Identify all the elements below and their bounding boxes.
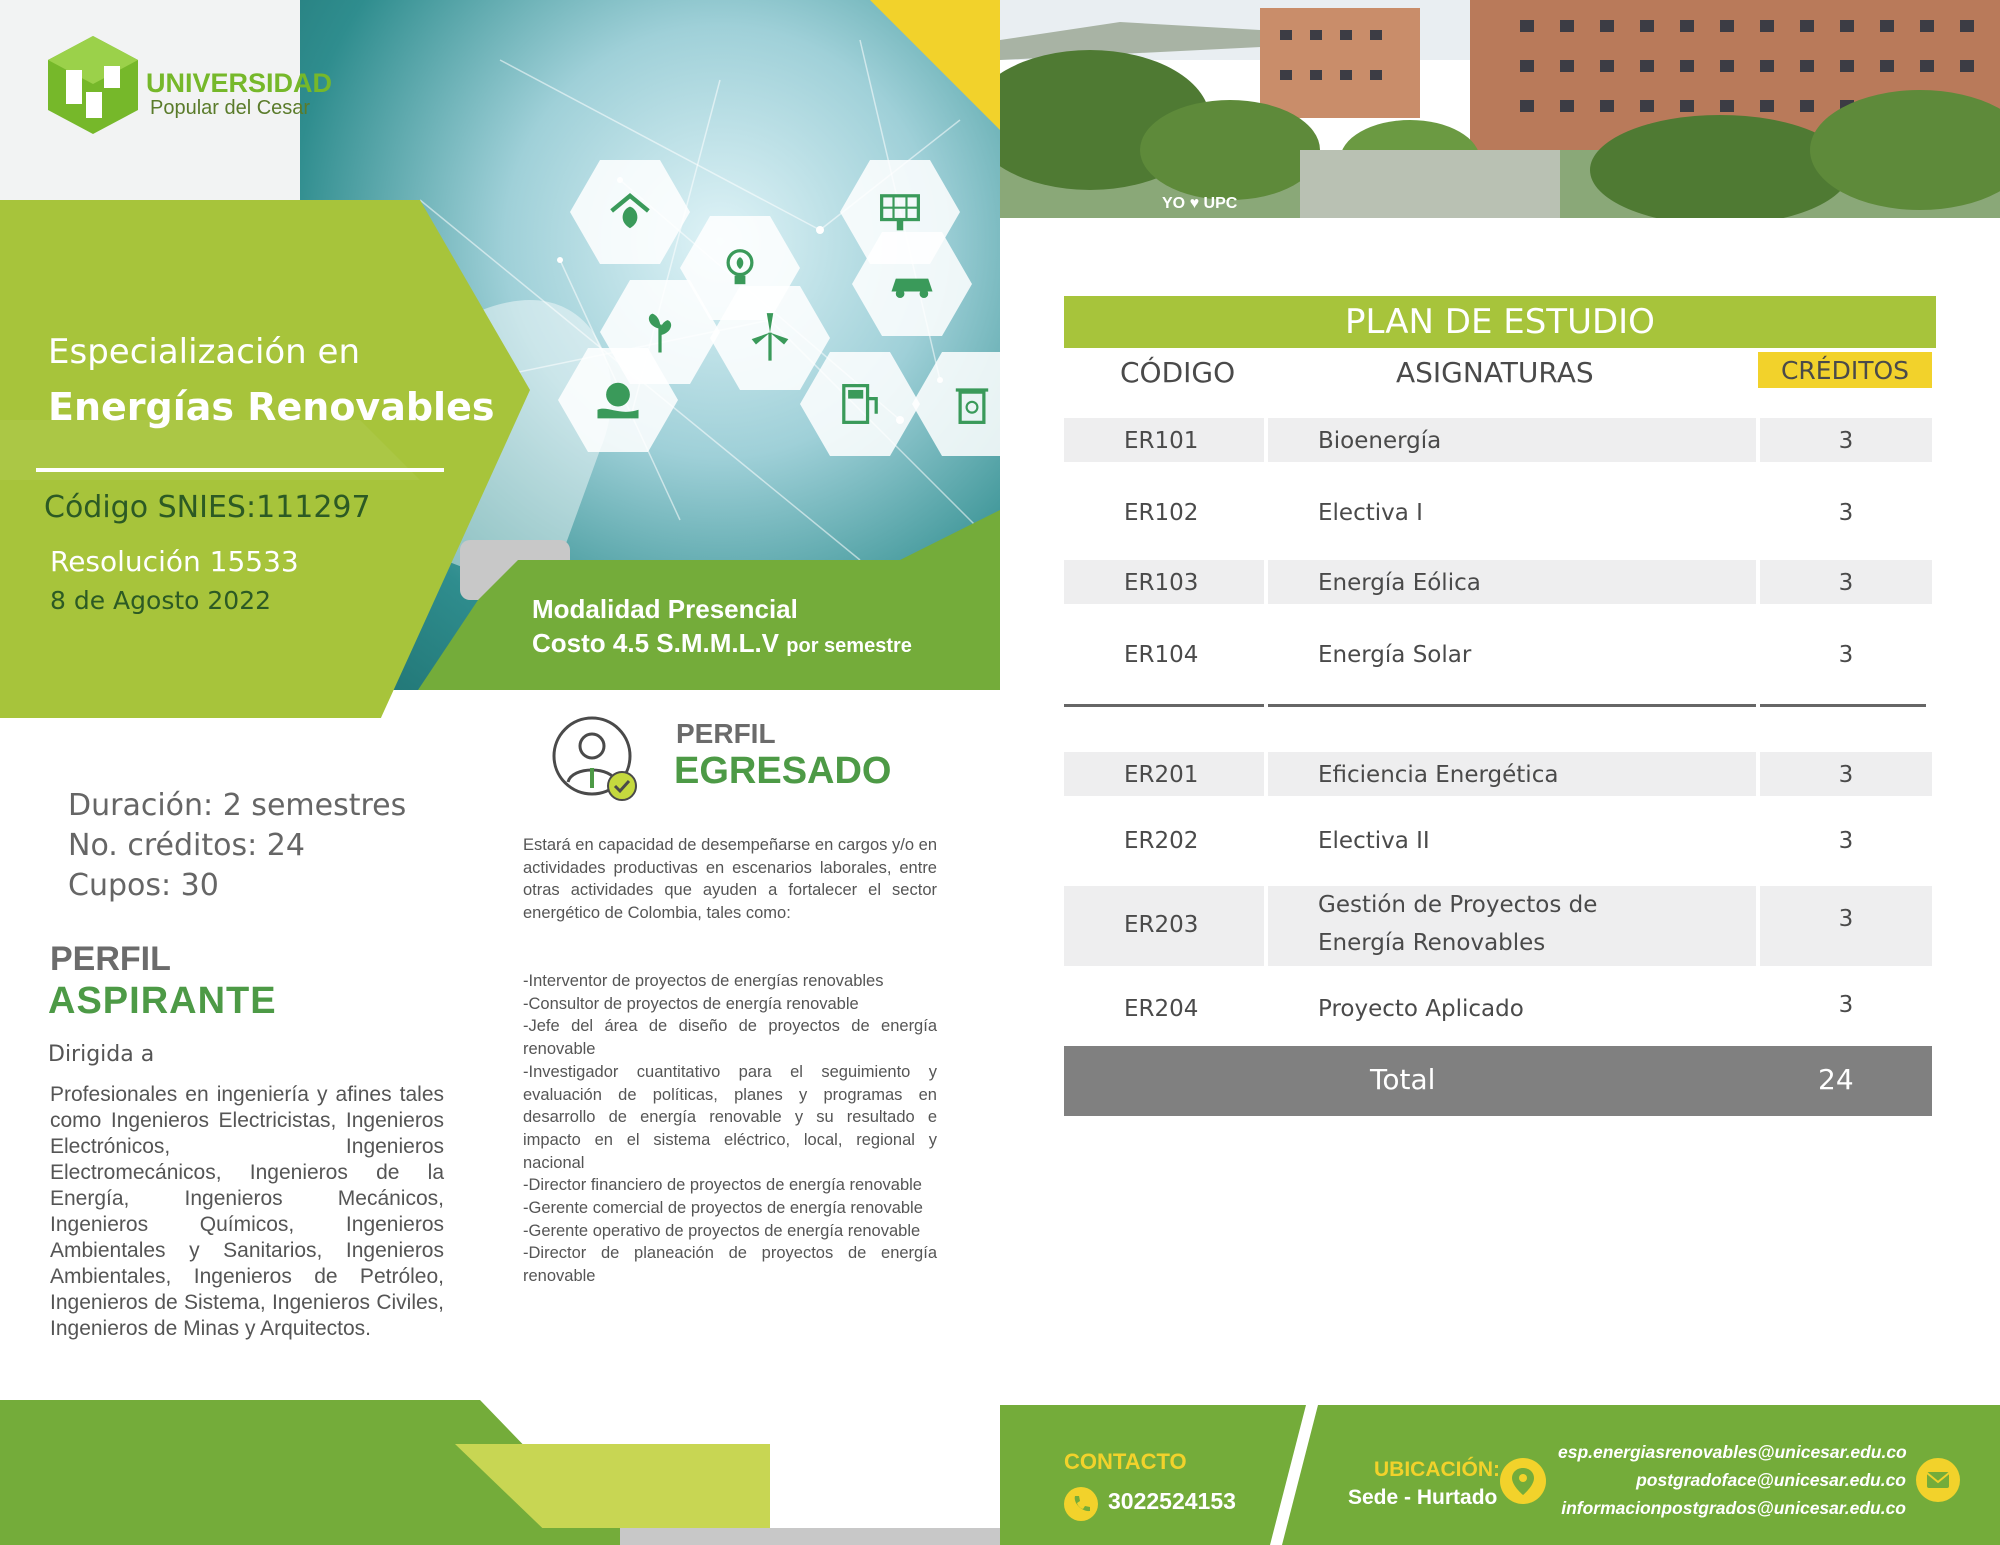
course-code: ER202 (1124, 828, 1199, 854)
course-credits: 3 (1838, 642, 1854, 668)
location-pin-icon (1500, 1458, 1546, 1504)
cupos-label: Cupos: (68, 868, 172, 903)
program-title-line2: Energías Renovables (48, 385, 495, 429)
contact-phone[interactable]: 3022524153 (1108, 1488, 1236, 1514)
credits-row (68, 826, 406, 866)
course-name: Proyecto Aplicado (1318, 996, 1524, 1022)
perfil-egresado-title: EGRESADO (674, 750, 892, 792)
course-credits: 3 (1838, 762, 1854, 788)
egresado-intro: Estará en capacidad de desempeñarse en cargos y/o en actividades productivas en escenarios laborales, entre otras actividades que ayuden a fortalecer el sector energético de Colombia, tales como: (523, 836, 937, 923)
list-item: -Interventor de proyectos de energías renovables (523, 972, 884, 990)
column-header-codigo: CÓDIGO (1120, 356, 1236, 389)
total-value: 24 (1818, 1063, 1854, 1096)
duration-row (68, 786, 406, 826)
contact-emails (1558, 1438, 1906, 1522)
logo-university-name: UNIVERSIDAD (146, 68, 333, 98)
table-row (1064, 490, 1932, 534)
left-footer-graphic (0, 1400, 1000, 1545)
snies-value: 111297 (256, 490, 371, 525)
table-row (1064, 752, 1932, 796)
table-row (1064, 560, 1932, 604)
total-bar (1064, 1046, 1932, 1116)
course-code: ER104 (1124, 642, 1199, 668)
list-item: -Consultor de proyectos de energía renovable (523, 994, 859, 1013)
course-credits: 3 (1838, 992, 1854, 1018)
table-row (1064, 986, 1932, 1030)
course-code: ER103 (1124, 570, 1199, 596)
perfil-egresado-label: PERFIL (676, 718, 776, 749)
mail-icon (1916, 1458, 1960, 1502)
plan-title: PLAN DE ESTUDIO (1345, 302, 1655, 342)
graduate-check-icon (548, 712, 644, 808)
course-code: ER203 (1124, 912, 1199, 938)
email-link[interactable]: informacionpostgrados@unicesar.edu.co (1561, 1498, 1906, 1518)
course-name: Gestión de Proyectos de (1318, 892, 1598, 918)
footer-slash (1270, 1405, 1330, 1545)
list-item: -Jefe del área de diseño de proyectos de energía renovable (523, 1017, 937, 1059)
duration-label: Duración: (68, 788, 214, 823)
perfil-aspirante-label: PERFIL (50, 940, 171, 978)
course-name: Bioenergía (1318, 428, 1442, 454)
resolution (50, 545, 299, 578)
list-item: -Gerente comercial de proyectos de energía renovable (523, 1199, 923, 1218)
program-details (68, 786, 406, 906)
credits-value: 24 (266, 828, 305, 863)
semester-divider (1760, 704, 1926, 707)
phone-icon (1064, 1487, 1098, 1521)
snies-code (44, 490, 371, 525)
list-item: -Gerente operativo de proyectos de energía renovable (523, 1221, 921, 1240)
course-credits: 3 (1838, 500, 1854, 526)
cost-suffix: por semestre (786, 635, 912, 657)
course-name: Eficiencia Energética (1318, 762, 1559, 788)
title-bottom-edge (0, 718, 520, 722)
course-name: Electiva II (1318, 828, 1430, 854)
email-link[interactable]: postgradoface@unicesar.edu.co (1636, 1470, 1906, 1490)
total-label: Total (1370, 1063, 1436, 1096)
course-code: ER101 (1124, 428, 1199, 454)
column-header-creditos: CRÉDITOS (1780, 356, 1910, 385)
egresado-roles-list (523, 970, 937, 1288)
modalidad-band-notch (880, 510, 1000, 570)
campus-photo (1000, 0, 2000, 218)
semester-divider (1064, 704, 1264, 707)
table-row (1064, 818, 1932, 862)
course-code: ER201 (1124, 762, 1199, 788)
course-credits: 3 (1838, 828, 1854, 854)
course-name: Energía Solar (1318, 642, 1472, 668)
duration-value: 2 semestres (222, 788, 407, 823)
table-row (1064, 886, 1932, 966)
course-name-line2: Energía Renovables (1318, 930, 1546, 956)
cupos-row (68, 866, 406, 906)
perfil-aspirante-title: ASPIRANTE (48, 980, 277, 1022)
cost-line (532, 626, 912, 663)
cost-value: Costo 4.5 S.M.M.L.V (532, 628, 780, 658)
column-header-asignaturas: ASIGNATURAS (1396, 356, 1594, 389)
course-name: Energía Eólica (1318, 570, 1481, 596)
logo-subtitle: Popular del Cesar (150, 97, 311, 119)
program-title-line1: Especialización en (48, 332, 361, 372)
dirigida-label: Dirigida a (48, 1042, 155, 1067)
list-item: -Director de planeación de proyectos de energía renovable (523, 1244, 937, 1286)
yellow-corner-shape (870, 0, 1000, 130)
list-item: -Investigador cuantitativo para el seguimiento y evaluación de políticas, planes y programas en desarrollo de energía renovable y su resultado e impacto en el sistema eléctrico, local, regional y nacional (523, 1062, 937, 1172)
university-logo-mark (48, 36, 138, 134)
modalidad-line: Modalidad Presencial (532, 594, 798, 624)
email-link[interactable]: esp.energiasrenovables@unicesar.edu.co (1558, 1442, 1907, 1462)
location-label: UBICACIÓN: (1374, 1458, 1500, 1481)
course-credits: 3 (1838, 428, 1854, 454)
credits-label: No. créditos: (68, 828, 258, 863)
course-name: Electiva I (1318, 500, 1423, 526)
location-value: Sede - Hurtado (1348, 1486, 1498, 1509)
table-row (1064, 632, 1932, 676)
cupos-value: 30 (180, 868, 219, 903)
title-divider (36, 468, 444, 472)
snies-label: Código SNIES: (44, 490, 257, 525)
list-item: -Director financiero de proyectos de energía renovable (523, 1176, 922, 1195)
resolution-number: 15533 (209, 545, 299, 578)
resolution-date: 8 de Agosto 2022 (50, 586, 272, 615)
course-credits: 3 (1838, 570, 1854, 596)
semester-divider (1268, 704, 1756, 707)
course-credits: 3 (1838, 906, 1854, 932)
resolution-label: Resolución (50, 545, 201, 578)
course-code: ER204 (1124, 996, 1199, 1022)
campus-sign: YO ♥ UPC (1162, 195, 1238, 212)
course-code: ER102 (1124, 500, 1199, 526)
table-row (1064, 418, 1932, 462)
contact-label: CONTACTO (1064, 1449, 1187, 1474)
modalidad-info (532, 592, 912, 663)
aspirante-description: Profesionales en ingeniería y afines tales como Ingenieros Electricistas, Ingenieros Electrónicos, Ingenieros Electromecánicos, Ingenieros de la Energía, Ingenieros Mecánicos, Ingenieros Químicos, Ingenieros Ambientales y Sanitarios, Ingenieros Ambientales, Ingenieros de Petróleo, Ingenieros de Sistema, Ingenieros Civiles, Ingenieros de Minas y Arquitectos. (50, 1083, 444, 1340)
